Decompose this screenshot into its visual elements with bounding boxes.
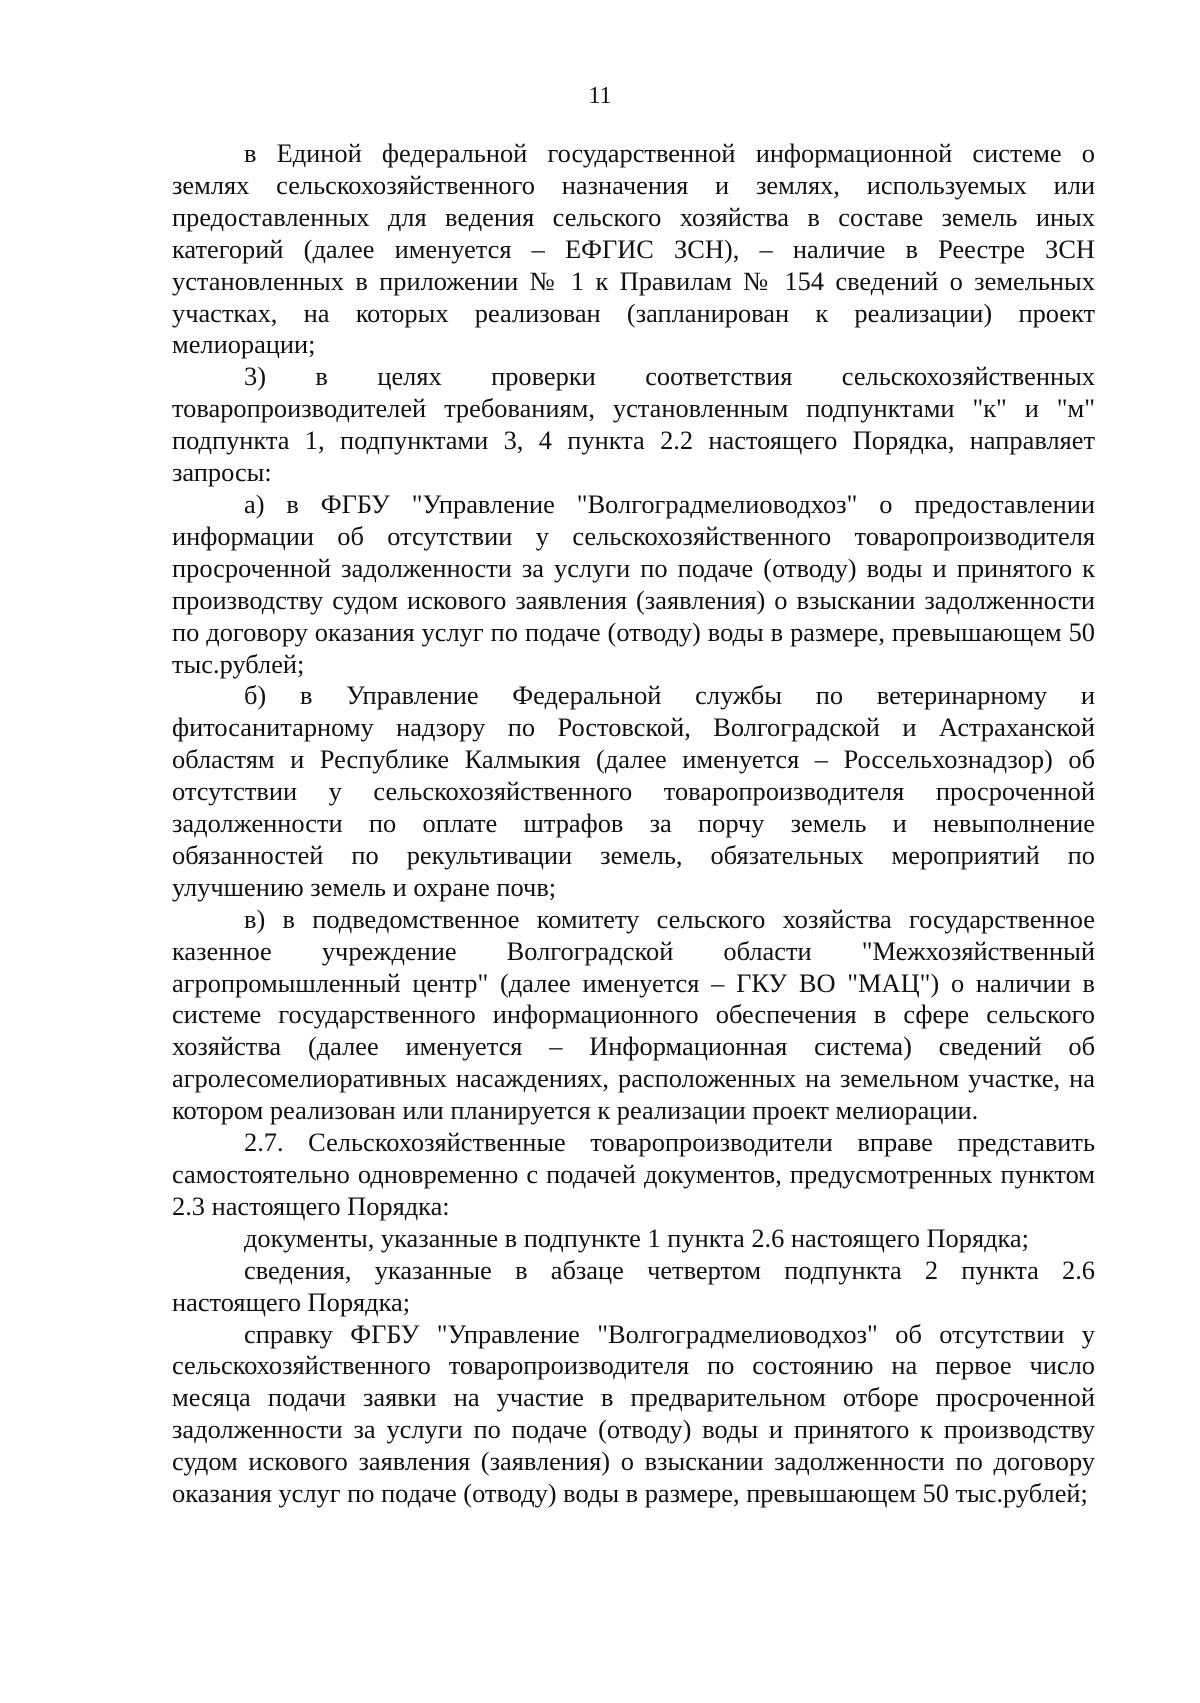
paragraph-2-7-optional-docs: 2.7. Сельскохозяйственные товаропроизводители вправе представить самостоятельно одновременно с подачей документов, предусмотренных пунктом 2.3 настоящего Порядка: [172, 1127, 1095, 1221]
page-number: 11 [588, 83, 612, 109]
paragraph-3-requests: 3) в целях проверки соответствия сельскохозяйственных товаропроизводителей требованиям, установленным подпунктами "к" и "м" подпункта 1, подпунктами 3, 4 пункта 2.2 настоящего Порядка, направляет запросы: [172, 361, 1095, 488]
document-body [172, 138, 1095, 1510]
paragraph-certificate-item: справку ФГБУ "Управление "Волгоградмелиоводхоз" об отсутствии у сельскохозяйственного товаропроизводителя по состоянию на первое число месяца подачи заявки на участие в предварительном отборе просроченной задолженности за услуги по подаче (отводу) воды и принятого к производству судом искового заявления (заявления) о взыскании задолженности по договору оказания услуг по подаче (отводу) воды в размере, превышающем 50 тыс.рублей; [172, 1318, 1095, 1509]
paragraph-information-item: сведения, указанные в абзаце четвертом подпункта 2 пункта 2.6 настоящего Порядка; [172, 1254, 1095, 1317]
paragraph-b-rosselkhoznadzor-request: б) в Управление Федеральной службы по ветеринарному и фитосанитарному надзору по Ростовской, Волгоградской и Астраханской областям и Республике Калмыкия (далее именуется – Россельхознадзор) об отсутствии у сельскохозяйственного товаропроизводителя просроченной задолженности по оплате штрафов за порчу земель и невыполнение обязанностей по рекультивации земель, обязательных мероприятий по улучшению земель и охране почв; [172, 680, 1095, 902]
paragraph-efgis-zsn: в Единой федеральной государственной информационной системе о землях сельскохозяйственного назначения и землях, используемых или предоставленных для ведения сельского хозяйства в составе земель иных категорий (далее именуется – ЕФГИС ЗСН), – наличие в Реестре ЗСН установленных в приложении № 1 к Правилам № 154 сведений о земельных участках, на которых реализован (запланирован к реализации) проект мелиорации; [172, 138, 1095, 360]
paragraph-a-melio-request: а) в ФГБУ "Управление "Волгоградмелиоводхоз" о предоставлении информации об отсутствии у сельскохозяйственного товаропроизводителя просроченной задолженности за услуги по подаче (отводу) воды и принятого к производству судом искового заявления (заявления) о взыскании задолженности по договору оказания услуг по подаче (отводу) воды в размере, превышающем 50 тыс.рублей; [172, 488, 1095, 679]
paragraph-v-mac-request: в) в подведомственное комитету сельского хозяйства государственное казенное учреждение Волгоградской области "Межхозяйственный агропромышленный центр" (далее именуется – ГКУ ВО "МАЦ") о наличии в системе государственного информационного обеспечения в сфере сельского хозяйства (далее именуется – Информационная система) сведений об агролесомелиоративных насаждениях, расположенных на земельном участке, на котором реализован или планируется к реализации проект мелиорации. [172, 903, 1095, 1126]
paragraph-documents-item: документы, указанные в подпункте 1 пункта 2.6 настоящего Порядка; [244, 1222, 1029, 1253]
